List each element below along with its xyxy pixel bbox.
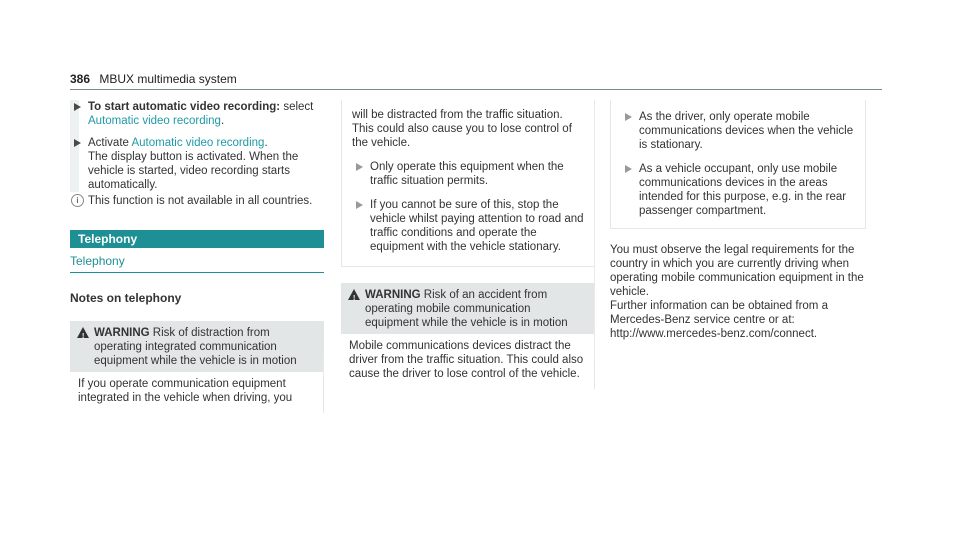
warning-cont-text: will be distracted from the traffic situation. This could also cause you to lose control of the vehicle. [352, 109, 572, 149]
header-rule [70, 89, 882, 90]
warning-box-1 [70, 321, 324, 413]
mobile-bullet-2-text: As a vehicle occupant, only use mobile communications devices in the areas intended for this purpose, e.g. in the rear passenger compartment. [639, 163, 847, 217]
notes-title: Notes on telephony [70, 291, 182, 305]
bullet-arrow-icon [356, 163, 363, 171]
subsection-title-telephony: Telephony [70, 248, 324, 273]
step-2-end: . [264, 137, 268, 149]
warning-bullet-2-text: If you cannot be sure of this, stop the vehicle whilst paying attention to road and traffic conditions and operate the equipment with the vehicle stationary. [370, 199, 584, 253]
warning-header-1 [70, 321, 324, 372]
further-info-paragraph: Further information can be obtained from a Mercedes-Benz service centre or at: http://www.mercedes-benz.com/connect. [610, 300, 828, 340]
step-2 [70, 136, 324, 192]
warning-box-2 [341, 283, 595, 389]
automatic-video-recording-link-2[interactable]: Automatic video recording [131, 137, 265, 149]
warning-icon: ! [348, 289, 360, 300]
mobile-bullet-2 [621, 162, 855, 218]
step-arrow-icon [74, 103, 81, 111]
column-3 [610, 100, 866, 341]
column-1 [70, 100, 324, 413]
automatic-video-recording-link-1[interactable]: Automatic video recording [88, 115, 221, 127]
warning-head-2: Risk of an accident from operating mobile communication equipment while the vehicle is in motion [365, 289, 568, 329]
warning-icon: ! [77, 327, 89, 338]
page-header-title: MBUX multimedia system [99, 72, 237, 86]
warning-header-2 [341, 283, 595, 334]
warning-bullet-1-text: Only operate this equipment when the traffic situation permits. [370, 161, 564, 187]
warning-bullet-2 [352, 198, 584, 254]
bullet-arrow-icon [625, 165, 632, 173]
info-icon: i [71, 194, 84, 207]
warning-bullet-1 [352, 160, 584, 188]
bullet-arrow-icon [625, 113, 632, 121]
warning-body-1: If you operate communication equipment integrated in the vehicle when driving, you [70, 372, 324, 413]
warning-body-2: Mobile communications devices distract the driver from the traffic situation. This could also cause the driver to lose control of the vehicle. [341, 334, 595, 389]
column-divider-1 [323, 355, 324, 375]
warning-continuation-2 [610, 100, 866, 229]
legal-paragraph: You must observe the legal requirements for the country in which you are currently driving when operating mobile communication equipment in the vehicle. [610, 244, 864, 298]
info-text: This function is not available in all countries. [88, 195, 313, 207]
warning-label-2: WARNING [365, 289, 421, 301]
mobile-bullet-1 [621, 110, 855, 152]
step-2-rest: The display button is activated. When the vehicle is started, video recording starts automatically. [88, 151, 299, 191]
warning-label-1: WARNING [94, 327, 150, 339]
info-note [70, 194, 324, 208]
step-arrow-icon [74, 139, 81, 147]
step-1-text: select [280, 101, 314, 113]
page-number: 386 [70, 72, 91, 86]
mobile-bullet-1-text: As the driver, only operate mobile communications devices when the vehicle is stationary. [639, 111, 854, 151]
step-1-end: . [220, 115, 225, 127]
step-2-pre: Activate [88, 137, 132, 149]
steps-block [70, 100, 324, 192]
bullet-arrow-icon [356, 201, 363, 209]
column-divider-2 [594, 100, 595, 362]
step-1 [70, 100, 324, 128]
page-header [70, 72, 237, 86]
section-title-telephony: Telephony [70, 230, 324, 248]
warning-continuation [341, 100, 595, 267]
step-1-bold: To start automatic video recording: [88, 101, 281, 113]
warning-head-1: Risk of distraction from operating integrated communication equipment while the vehicle is in motion [94, 327, 297, 367]
column-2 [341, 100, 595, 389]
